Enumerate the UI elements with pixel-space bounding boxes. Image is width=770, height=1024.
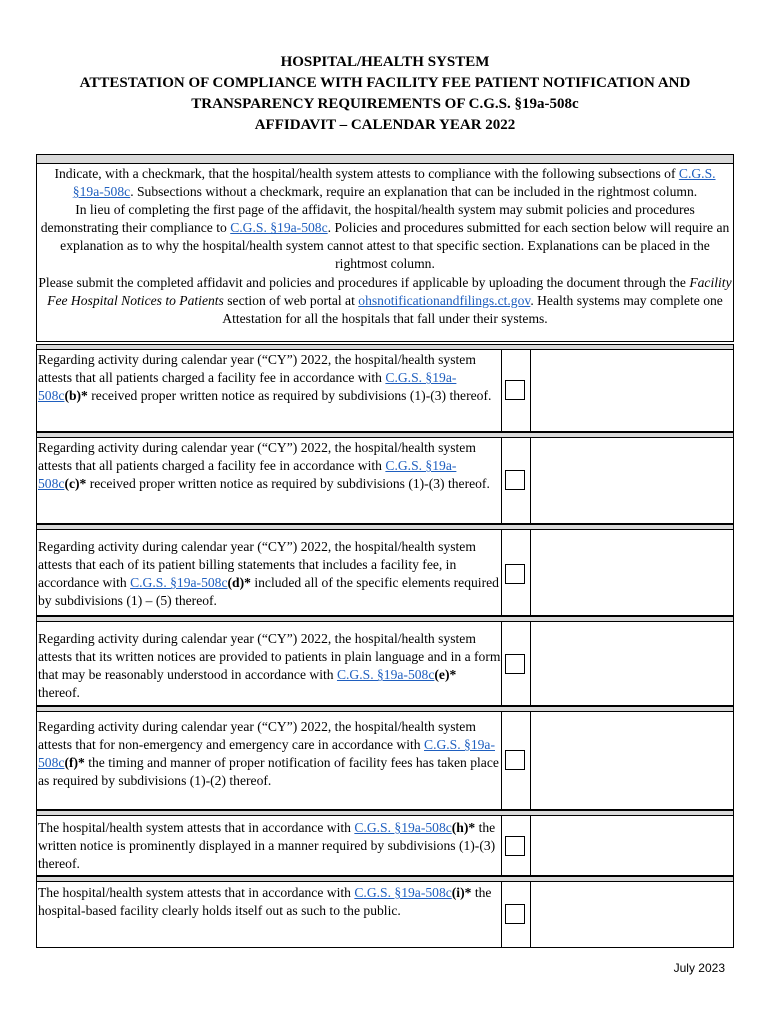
explanation-cell[interactable] [531, 350, 733, 431]
attest-checkbox[interactable] [505, 470, 525, 490]
attestation-statement: Regarding activity during calendar year (“CY”) 2022, the hospital/health system attests that for non-emergency and emergency care in accordance with C.G.S. §19a-508c(f)* the timing and manner of proper notification of facility fees has taken place as required by subdivisions (1)-(2) thereof. [37, 712, 502, 809]
cgs-link[interactable]: C.G.S. §19a-508c [38, 458, 457, 492]
title-line-1: HOSPITAL/HEALTH SYSTEM [280, 54, 490, 70]
cgs-link[interactable]: C.G.S. §19a-508c [38, 370, 457, 404]
attest-checkbox[interactable] [505, 750, 525, 770]
attest-checkbox[interactable] [505, 904, 525, 924]
attestation-row-e [36, 616, 734, 706]
attestation-row-b [36, 344, 734, 432]
title-line-2: ATTESTATION OF COMPLIANCE WITH FACILITY FEE PATIENT NOTIFICATION AND [79, 75, 691, 91]
cgs-link[interactable]: C.G.S. §19a-508c [354, 885, 452, 900]
cgs-link[interactable]: C.G.S. §19a-508c [354, 820, 452, 835]
instructions-paragraph-3: Please submit the completed affidavit and policies and procedures if applicable by uploading the document through the Facility Fee Hospital Notices to Patients section of web portal at ohsnotificationandfilings.ct.gov. Health systems may complete one Attestation for all the hospitals that fall under their systems. [38, 274, 732, 326]
attest-checkbox[interactable] [505, 380, 525, 400]
document-title [0, 52, 770, 136]
attest-checkbox[interactable] [505, 654, 525, 674]
attestation-statement: Regarding activity during calendar year (“CY”) 2022, the hospital/health system attests that its written notices are provided to patients in plain language and in a form that may be reasonably understood in accordance with C.G.S. §19a-508c(e)* thereof. [37, 622, 502, 705]
attestation-row-c [36, 432, 734, 524]
portal-section-name: Facility Fee Hospital Notices to Patients [47, 274, 732, 308]
cgs-link[interactable]: C.G.S. §19a-508c [336, 667, 435, 683]
explanation-cell[interactable] [531, 622, 733, 705]
cgs-link[interactable]: C.G.S. §19a-508c [230, 220, 328, 236]
instructions-paragraph-2: In lieu of completing the first page of the affidavit, the hospital/health system may submit policies and procedures demonstrating their compliance to C.G.S. §19a-508c. Policies and procedures submitted for each section below will require an explanation as to why the hospital/health system cannot attest to that specific section. Explanations can be placed in the rightmost column. [40, 202, 730, 272]
attestation-row-f [36, 706, 734, 810]
attestation-statement: Regarding activity during calendar year (“CY”) 2022, the hospital/health system attests that all patients charged a facility fee in accordance with C.G.S. §19a-508c(c)* received proper written notice as required by subdivisions (1)-(3) thereof. [37, 438, 502, 523]
instructions-box [36, 154, 734, 342]
instructions-text [37, 164, 733, 328]
attestation-statement: The hospital/health system attests that in accordance with C.G.S. §19a-508c(i)* the hospital-based facility clearly holds itself out as such to the public. [37, 882, 502, 947]
instructions-paragraph-1: Indicate, with a checkmark, that the hospital/health system attests to compliance with the following subsections of C.G.S. §19a-508c. Subsections without a checkmark, require an explanation that can be included in the rightmost column. [54, 166, 716, 200]
cgs-link[interactable]: C.G.S. §19a-508c [38, 737, 495, 771]
explanation-cell[interactable] [531, 438, 733, 523]
attestation-row-d [36, 524, 734, 616]
cgs-link[interactable]: C.G.S. §19a-508c [72, 166, 716, 200]
attestation-row-h [36, 810, 734, 876]
explanation-cell[interactable] [531, 882, 733, 947]
explanation-cell[interactable] [531, 712, 733, 809]
attestation-statement: Regarding activity during calendar year (“CY”) 2022, the hospital/health system attests that all patients charged a facility fee in accordance with C.G.S. §19a-508c(b)* received proper written notice as required by subdivisions (1)-(3) thereof. [37, 350, 502, 431]
instructions-header-bar [37, 155, 733, 164]
explanation-cell[interactable] [531, 816, 733, 875]
portal-link[interactable]: ohsnotificationandfilings.ct.gov [358, 292, 531, 308]
attestation-statement: Regarding activity during calendar year (“CY”) 2022, the hospital/health system attests that each of its patient billing statements that includes a facility fee, in accordance with C.G.S. §19a-508c(d)* included all of the specific elements required by subdivisions (1) – (5) thereof. [37, 530, 502, 615]
title-line-4: AFFIDAVIT – CALENDAR YEAR 2022 [254, 117, 516, 133]
cgs-link[interactable]: C.G.S. §19a-508c [130, 575, 228, 591]
attest-checkbox[interactable] [505, 564, 525, 584]
attestation-row-i [36, 876, 734, 948]
attest-checkbox[interactable] [505, 836, 525, 856]
title-line-3: TRANSPARENCY REQUIREMENTS OF C.G.S. §19a-508c [191, 96, 579, 112]
explanation-cell[interactable] [531, 530, 733, 615]
footer-date: July 2023 [673, 961, 725, 975]
attestation-statement: The hospital/health system attests that in accordance with C.G.S. §19a-508c(h)* the written notice is prominently displayed in a manner required by subdivisions (1)-(3) thereof. [37, 816, 502, 875]
